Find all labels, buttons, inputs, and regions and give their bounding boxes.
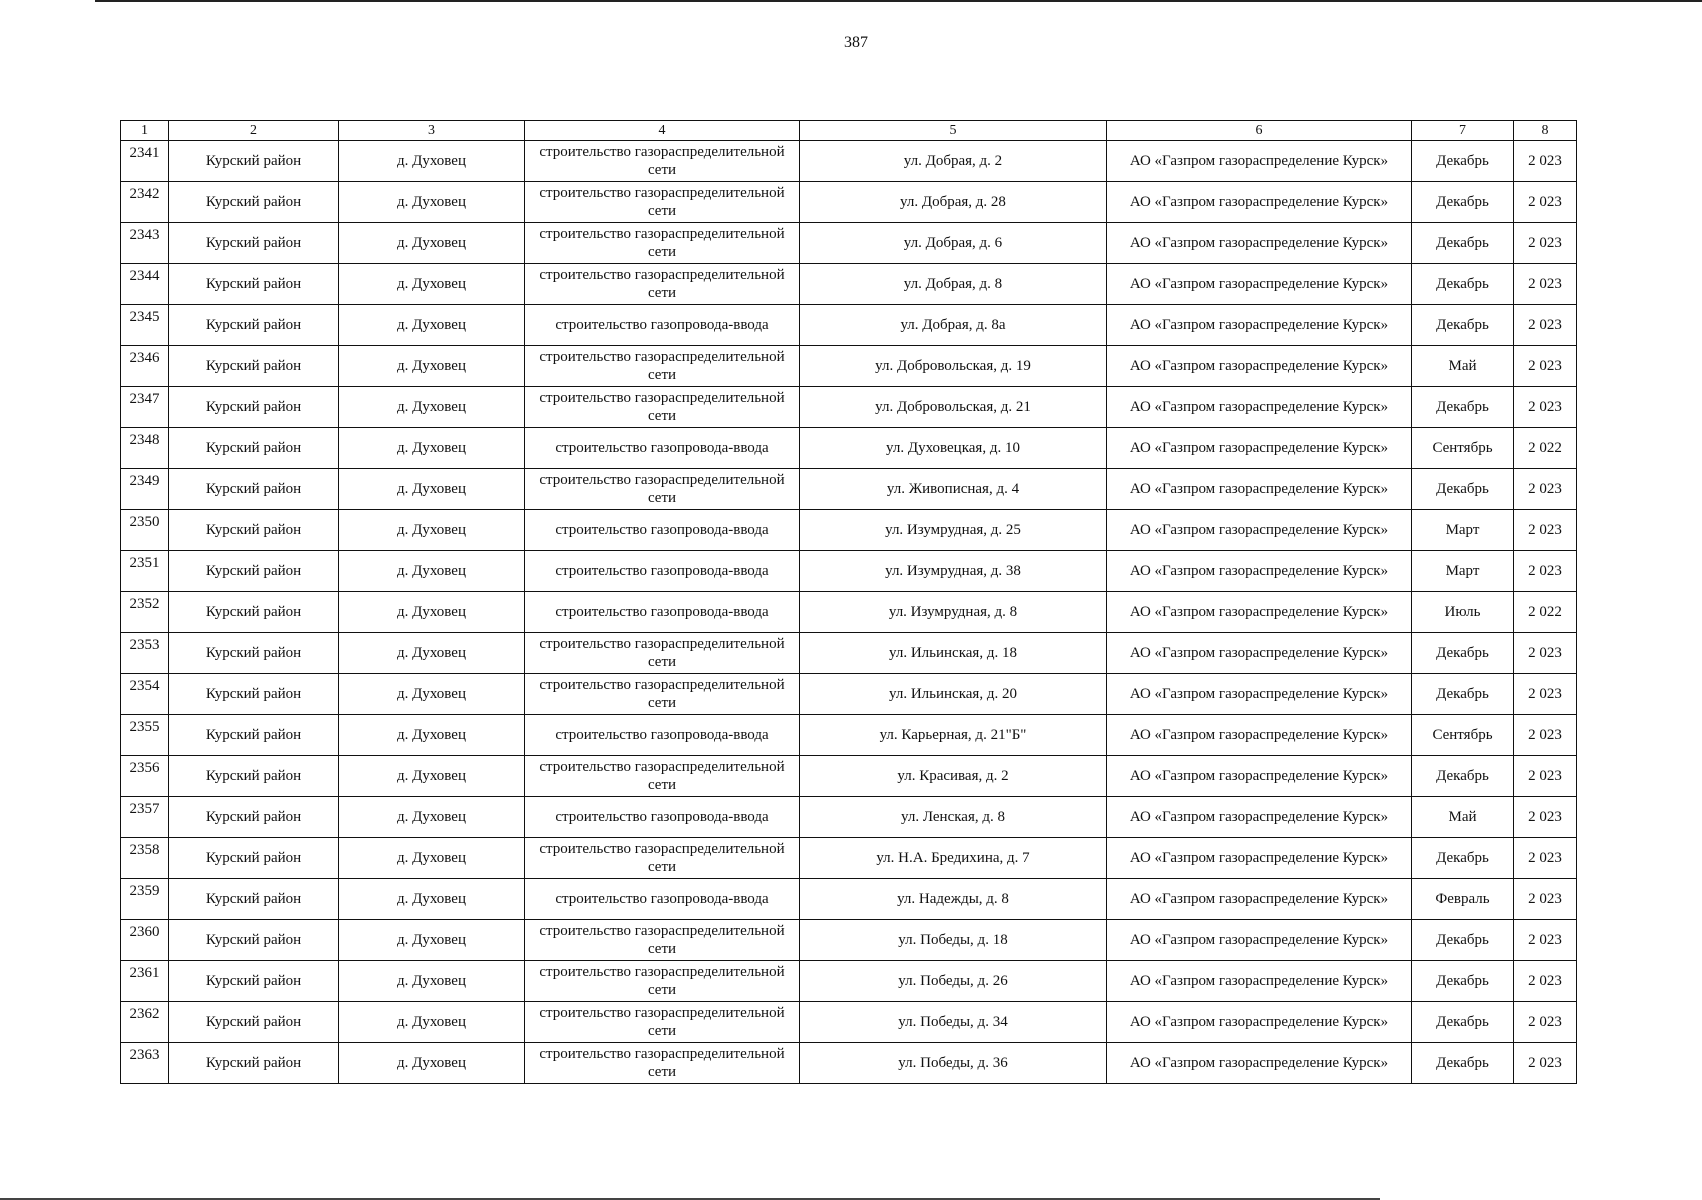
district-cell: Курский район <box>169 387 339 428</box>
settlement-cell: д. Духовец <box>339 387 525 428</box>
table-row <box>121 1002 1577 1043</box>
row-number-cell: 2355 <box>121 715 169 756</box>
header-cell-2: 2 <box>169 121 339 141</box>
organization-cell: АО «Газпром газораспределение Курск» <box>1107 920 1412 961</box>
organization-cell: АО «Газпром газораспределение Курск» <box>1107 510 1412 551</box>
work-type-cell: строительство газораспределительной сети <box>525 387 800 428</box>
table-row <box>121 305 1577 346</box>
district-cell: Курский район <box>169 305 339 346</box>
address-cell: ул. Н.А. Бредихина, д. 7 <box>800 838 1107 879</box>
work-type-cell: строительство газораспределительной сети <box>525 838 800 879</box>
district-cell: Курский район <box>169 428 339 469</box>
organization-cell: АО «Газпром газораспределение Курск» <box>1107 387 1412 428</box>
month-cell: Декабрь <box>1412 264 1514 305</box>
organization-cell: АО «Газпром газораспределение Курск» <box>1107 879 1412 920</box>
settlement-cell: д. Духовец <box>339 920 525 961</box>
work-type-cell: строительство газораспределительной сети <box>525 674 800 715</box>
work-type-cell: строительство газопровода-ввода <box>525 715 800 756</box>
table-row <box>121 592 1577 633</box>
work-type-cell: строительство газораспределительной сети <box>525 961 800 1002</box>
organization-cell: АО «Газпром газораспределение Курск» <box>1107 264 1412 305</box>
address-cell: ул. Изумрудная, д. 8 <box>800 592 1107 633</box>
work-type-cell: строительство газораспределительной сети <box>525 141 800 182</box>
work-type-cell: строительство газораспределительной сети <box>525 182 800 223</box>
month-cell: Май <box>1412 346 1514 387</box>
settlement-cell: д. Духовец <box>339 551 525 592</box>
organization-cell: АО «Газпром газораспределение Курск» <box>1107 592 1412 633</box>
month-cell: Июль <box>1412 592 1514 633</box>
organization-cell: АО «Газпром газораспределение Курск» <box>1107 428 1412 469</box>
settlement-cell: д. Духовец <box>339 223 525 264</box>
year-cell: 2 023 <box>1514 674 1577 715</box>
month-cell: Декабрь <box>1412 756 1514 797</box>
district-cell: Курский район <box>169 510 339 551</box>
table-header-row <box>121 121 1577 141</box>
row-number-cell: 2350 <box>121 510 169 551</box>
row-number-cell: 2356 <box>121 756 169 797</box>
table-row <box>121 920 1577 961</box>
year-cell: 2 023 <box>1514 756 1577 797</box>
district-cell: Курский район <box>169 961 339 1002</box>
district-cell: Курский район <box>169 838 339 879</box>
address-cell: ул. Красивая, д. 2 <box>800 756 1107 797</box>
settlement-cell: д. Духовец <box>339 182 525 223</box>
address-cell: ул. Ильинская, д. 20 <box>800 674 1107 715</box>
settlement-cell: д. Духовец <box>339 715 525 756</box>
address-cell: ул. Ильинская, д. 18 <box>800 633 1107 674</box>
month-cell: Декабрь <box>1412 633 1514 674</box>
organization-cell: АО «Газпром газораспределение Курск» <box>1107 182 1412 223</box>
page-number: 387 <box>844 34 868 51</box>
header-cell-3: 3 <box>339 121 525 141</box>
settlement-cell: д. Духовец <box>339 264 525 305</box>
district-cell: Курский район <box>169 633 339 674</box>
work-type-cell: строительство газопровода-ввода <box>525 592 800 633</box>
table-row <box>121 797 1577 838</box>
row-number-cell: 2351 <box>121 551 169 592</box>
organization-cell: АО «Газпром газораспределение Курск» <box>1107 797 1412 838</box>
header-cell-8: 8 <box>1514 121 1577 141</box>
organization-cell: АО «Газпром газораспределение Курск» <box>1107 674 1412 715</box>
table-row <box>121 961 1577 1002</box>
year-cell: 2 023 <box>1514 305 1577 346</box>
work-type-cell: строительство газораспределительной сети <box>525 756 800 797</box>
year-cell: 2 023 <box>1514 510 1577 551</box>
year-cell: 2 023 <box>1514 715 1577 756</box>
settlement-cell: д. Духовец <box>339 346 525 387</box>
address-cell: ул. Духовецкая, д. 10 <box>800 428 1107 469</box>
header-cell-7: 7 <box>1412 121 1514 141</box>
month-cell: Декабрь <box>1412 387 1514 428</box>
address-cell: ул. Добрая, д. 8а <box>800 305 1107 346</box>
address-cell: ул. Изумрудная, д. 38 <box>800 551 1107 592</box>
month-cell: Сентябрь <box>1412 715 1514 756</box>
month-cell: Февраль <box>1412 879 1514 920</box>
work-type-cell: строительство газораспределительной сети <box>525 223 800 264</box>
settlement-cell: д. Духовец <box>339 797 525 838</box>
work-type-cell: строительство газопровода-ввода <box>525 551 800 592</box>
address-cell: ул. Ленская, д. 8 <box>800 797 1107 838</box>
address-cell: ул. Победы, д. 26 <box>800 961 1107 1002</box>
row-number-cell: 2352 <box>121 592 169 633</box>
row-number-cell: 2358 <box>121 838 169 879</box>
work-type-cell: строительство газораспределительной сети <box>525 346 800 387</box>
organization-cell: АО «Газпром газораспределение Курск» <box>1107 756 1412 797</box>
organization-cell: АО «Газпром газораспределение Курск» <box>1107 305 1412 346</box>
organization-cell: АО «Газпром газораспределение Курск» <box>1107 551 1412 592</box>
row-number-cell: 2354 <box>121 674 169 715</box>
address-cell: ул. Добрая, д. 28 <box>800 182 1107 223</box>
district-cell: Курский район <box>169 346 339 387</box>
year-cell: 2 023 <box>1514 469 1577 510</box>
table-row <box>121 756 1577 797</box>
organization-cell: АО «Газпром газораспределение Курск» <box>1107 346 1412 387</box>
district-cell: Курский район <box>169 264 339 305</box>
table-row <box>121 838 1577 879</box>
table-row <box>121 879 1577 920</box>
row-number-cell: 2362 <box>121 1002 169 1043</box>
month-cell: Декабрь <box>1412 223 1514 264</box>
district-cell: Курский район <box>169 1043 339 1084</box>
row-number-cell: 2359 <box>121 879 169 920</box>
year-cell: 2 023 <box>1514 920 1577 961</box>
table-row <box>121 387 1577 428</box>
district-cell: Курский район <box>169 1002 339 1043</box>
work-type-cell: строительство газораспределительной сети <box>525 264 800 305</box>
table-row <box>121 715 1577 756</box>
year-cell: 2 023 <box>1514 838 1577 879</box>
organization-cell: АО «Газпром газораспределение Курск» <box>1107 633 1412 674</box>
work-type-cell: строительство газораспределительной сети <box>525 1043 800 1084</box>
address-cell: ул. Добрая, д. 6 <box>800 223 1107 264</box>
row-number-cell: 2341 <box>121 141 169 182</box>
table-body <box>121 141 1577 1084</box>
table-row <box>121 551 1577 592</box>
work-type-cell: строительство газораспределительной сети <box>525 469 800 510</box>
month-cell: Сентябрь <box>1412 428 1514 469</box>
table-row <box>121 428 1577 469</box>
row-number-cell: 2360 <box>121 920 169 961</box>
table-row <box>121 141 1577 182</box>
year-cell: 2 023 <box>1514 551 1577 592</box>
organization-cell: АО «Газпром газораспределение Курск» <box>1107 469 1412 510</box>
row-number-cell: 2342 <box>121 182 169 223</box>
district-cell: Курский район <box>169 879 339 920</box>
settlement-cell: д. Духовец <box>339 879 525 920</box>
row-number-cell: 2345 <box>121 305 169 346</box>
settlement-cell: д. Духовец <box>339 756 525 797</box>
table-row <box>121 469 1577 510</box>
district-cell: Курский район <box>169 182 339 223</box>
row-number-cell: 2361 <box>121 961 169 1002</box>
settlement-cell: д. Духовец <box>339 961 525 1002</box>
organization-cell: АО «Газпром газораспределение Курск» <box>1107 961 1412 1002</box>
organization-cell: АО «Газпром газораспределение Курск» <box>1107 141 1412 182</box>
month-cell: Декабрь <box>1412 469 1514 510</box>
work-type-cell: строительство газопровода-ввода <box>525 428 800 469</box>
district-cell: Курский район <box>169 756 339 797</box>
address-cell: ул. Добрая, д. 8 <box>800 264 1107 305</box>
table-row <box>121 510 1577 551</box>
year-cell: 2 023 <box>1514 223 1577 264</box>
settlement-cell: д. Духовец <box>339 469 525 510</box>
organization-cell: АО «Газпром газораспределение Курск» <box>1107 838 1412 879</box>
settlement-cell: д. Духовец <box>339 510 525 551</box>
year-cell: 2 023 <box>1514 633 1577 674</box>
year-cell: 2 023 <box>1514 1043 1577 1084</box>
year-cell: 2 022 <box>1514 592 1577 633</box>
year-cell: 2 023 <box>1514 961 1577 1002</box>
organization-cell: АО «Газпром газораспределение Курск» <box>1107 1002 1412 1043</box>
month-cell: Декабрь <box>1412 674 1514 715</box>
work-type-cell: строительство газопровода-ввода <box>525 797 800 838</box>
year-cell: 2 023 <box>1514 264 1577 305</box>
scan-edge-top <box>95 0 1702 2</box>
organization-cell: АО «Газпром газораспределение Курск» <box>1107 1043 1412 1084</box>
year-cell: 2 023 <box>1514 387 1577 428</box>
settlement-cell: д. Духовец <box>339 1043 525 1084</box>
row-number-cell: 2353 <box>121 633 169 674</box>
district-cell: Курский район <box>169 592 339 633</box>
organization-cell: АО «Газпром газораспределение Курск» <box>1107 715 1412 756</box>
district-cell: Курский район <box>169 920 339 961</box>
work-type-cell: строительство газопровода-ввода <box>525 879 800 920</box>
settlement-cell: д. Духовец <box>339 633 525 674</box>
year-cell: 2 023 <box>1514 797 1577 838</box>
settlement-cell: д. Духовец <box>339 838 525 879</box>
settlement-cell: д. Духовец <box>339 674 525 715</box>
settlement-cell: д. Духовец <box>339 305 525 346</box>
month-cell: Декабрь <box>1412 1043 1514 1084</box>
row-number-cell: 2343 <box>121 223 169 264</box>
address-cell: ул. Победы, д. 18 <box>800 920 1107 961</box>
year-cell: 2 023 <box>1514 182 1577 223</box>
month-cell: Декабрь <box>1412 838 1514 879</box>
address-cell: ул. Победы, д. 36 <box>800 1043 1107 1084</box>
work-type-cell: строительство газопровода-ввода <box>525 510 800 551</box>
table-row <box>121 674 1577 715</box>
work-type-cell: строительство газораспределительной сети <box>525 1002 800 1043</box>
district-cell: Курский район <box>169 141 339 182</box>
month-cell: Март <box>1412 551 1514 592</box>
district-cell: Курский район <box>169 551 339 592</box>
month-cell: Март <box>1412 510 1514 551</box>
address-cell: ул. Добровольская, д. 21 <box>800 387 1107 428</box>
settlement-cell: д. Духовец <box>339 592 525 633</box>
table-row <box>121 264 1577 305</box>
row-number-cell: 2357 <box>121 797 169 838</box>
row-number-cell: 2348 <box>121 428 169 469</box>
month-cell: Декабрь <box>1412 141 1514 182</box>
table-row <box>121 633 1577 674</box>
organization-cell: АО «Газпром газораспределение Курск» <box>1107 223 1412 264</box>
address-cell: ул. Карьерная, д. 21"Б" <box>800 715 1107 756</box>
work-type-cell: строительство газораспределительной сети <box>525 920 800 961</box>
month-cell: Декабрь <box>1412 961 1514 1002</box>
address-cell: ул. Добрая, д. 2 <box>800 141 1107 182</box>
address-cell: ул. Добровольская, д. 19 <box>800 346 1107 387</box>
work-type-cell: строительство газораспределительной сети <box>525 633 800 674</box>
register-table <box>120 120 1577 1084</box>
year-cell: 2 022 <box>1514 428 1577 469</box>
year-cell: 2 023 <box>1514 141 1577 182</box>
year-cell: 2 023 <box>1514 346 1577 387</box>
table-row <box>121 223 1577 264</box>
address-cell: ул. Живописная, д. 4 <box>800 469 1107 510</box>
month-cell: Май <box>1412 797 1514 838</box>
district-cell: Курский район <box>169 469 339 510</box>
district-cell: Курский район <box>169 223 339 264</box>
row-number-cell: 2347 <box>121 387 169 428</box>
table-row <box>121 182 1577 223</box>
address-cell: ул. Победы, д. 34 <box>800 1002 1107 1043</box>
month-cell: Декабрь <box>1412 920 1514 961</box>
address-cell: ул. Изумрудная, д. 25 <box>800 510 1107 551</box>
district-cell: Курский район <box>169 715 339 756</box>
row-number-cell: 2346 <box>121 346 169 387</box>
header-cell-1: 1 <box>121 121 169 141</box>
year-cell: 2 023 <box>1514 879 1577 920</box>
year-cell: 2 023 <box>1514 1002 1577 1043</box>
table-row <box>121 346 1577 387</box>
settlement-cell: д. Духовец <box>339 1002 525 1043</box>
row-number-cell: 2349 <box>121 469 169 510</box>
header-cell-6: 6 <box>1107 121 1412 141</box>
settlement-cell: д. Духовец <box>339 141 525 182</box>
month-cell: Декабрь <box>1412 182 1514 223</box>
district-cell: Курский район <box>169 797 339 838</box>
address-cell: ул. Надежды, д. 8 <box>800 879 1107 920</box>
month-cell: Декабрь <box>1412 1002 1514 1043</box>
work-type-cell: строительство газопровода-ввода <box>525 305 800 346</box>
row-number-cell: 2363 <box>121 1043 169 1084</box>
header-cell-5: 5 <box>800 121 1107 141</box>
table-row <box>121 1043 1577 1084</box>
header-cell-4: 4 <box>525 121 800 141</box>
row-number-cell: 2344 <box>121 264 169 305</box>
district-cell: Курский район <box>169 674 339 715</box>
month-cell: Декабрь <box>1412 305 1514 346</box>
settlement-cell: д. Духовец <box>339 428 525 469</box>
